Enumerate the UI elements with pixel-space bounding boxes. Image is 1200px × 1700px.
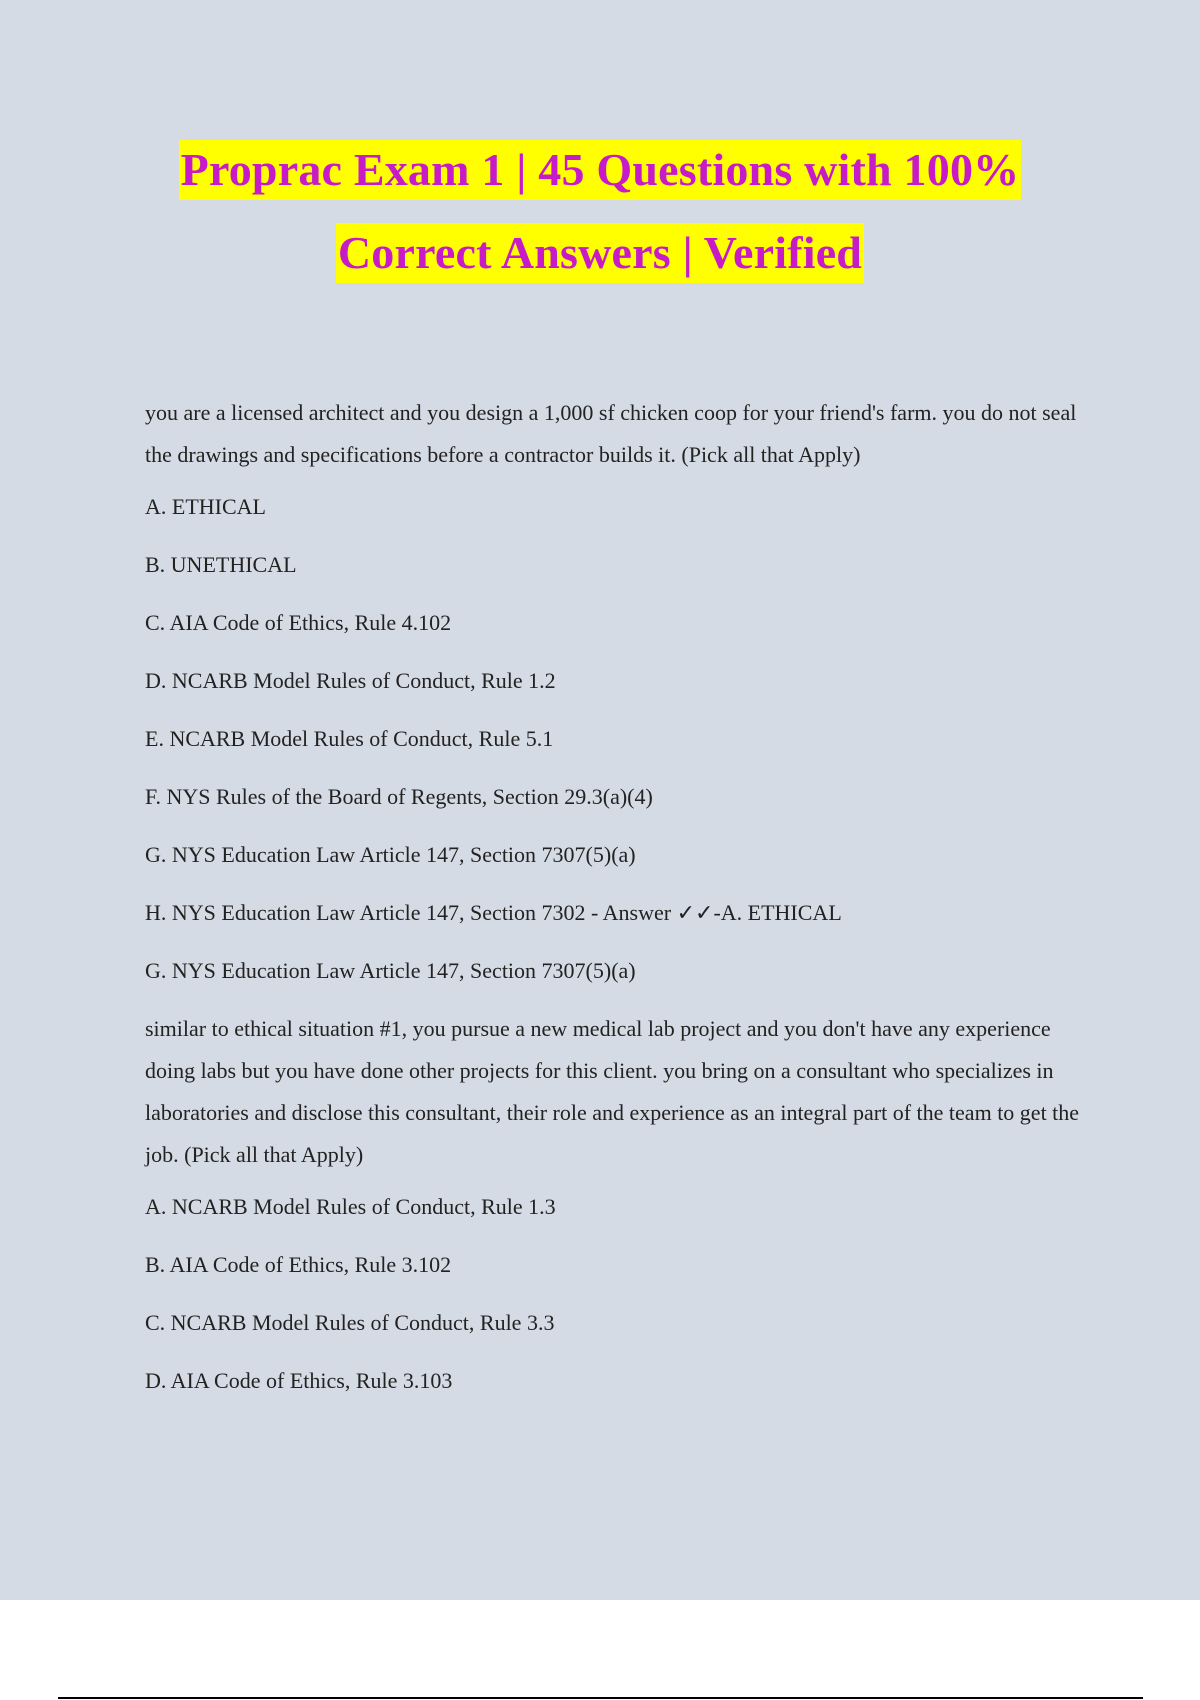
question-1-option-g: G. NYS Education Law Article 147, Section 7307(5)(a) xyxy=(145,842,636,867)
question-1-prompt: you are a licensed architect and you design a 1,000 sf chicken coop for your friend's farm. you do not seal the drawings and specifications before a contractor builds it. (Pick all that Apply) xyxy=(145,400,1077,467)
question-2-option-d: D. AIA Code of Ethics, Rule 3.103 xyxy=(145,1368,453,1393)
question-1-option-f: F. NYS Rules of the Board of Regents, Section 29.3(a)(4) xyxy=(145,784,653,809)
question-2-option-c: C. NCARB Model Rules of Conduct, Rule 3.3 xyxy=(145,1310,555,1335)
question-1-answer-line xyxy=(145,892,1085,950)
document-body xyxy=(145,392,1085,1418)
question-1-option-c: C. AIA Code of Ethics, Rule 4.102 xyxy=(145,610,452,635)
question-1-option-b: B. UNETHICAL xyxy=(145,552,297,577)
question-2-option-b: B. AIA Code of Ethics, Rule 3.102 xyxy=(145,1252,452,1277)
document-title xyxy=(0,140,1200,306)
title-line-1: Proprac Exam 1 | 45 Questions with 100% xyxy=(179,140,1022,200)
question-1-option-d: D. NCARB Model Rules of Conduct, Rule 1.2 xyxy=(145,668,556,693)
answer-line-prefix: H. NYS Education Law Article 147, Section 7302 - Answer xyxy=(145,900,677,925)
answer-line-suffix: -A. ETHICAL xyxy=(713,900,842,925)
question-2-option-a: A. NCARB Model Rules of Conduct, Rule 1.3 xyxy=(145,1194,556,1219)
question-1-option-a: A. ETHICAL xyxy=(145,494,266,519)
footer-divider xyxy=(58,1697,1143,1699)
title-line-2: Correct Answers | Verified xyxy=(336,223,864,283)
question-1-answer-extra: G. NYS Education Law Article 147, Section 7307(5)(a) xyxy=(145,958,636,983)
question-2-prompt: similar to ethical situation #1, you pursue a new medical lab project and you don't have any experience doing labs but you have done other projects for this client. you bring on a consultant who specializes in laboratories and disclose this consultant, their role and experience as an integral part of the team to get the job. (Pick all that Apply) xyxy=(145,1016,1080,1167)
double-check-icon: ✓✓ xyxy=(676,901,714,926)
question-1-option-e: E. NCARB Model Rules of Conduct, Rule 5.1 xyxy=(145,726,554,751)
